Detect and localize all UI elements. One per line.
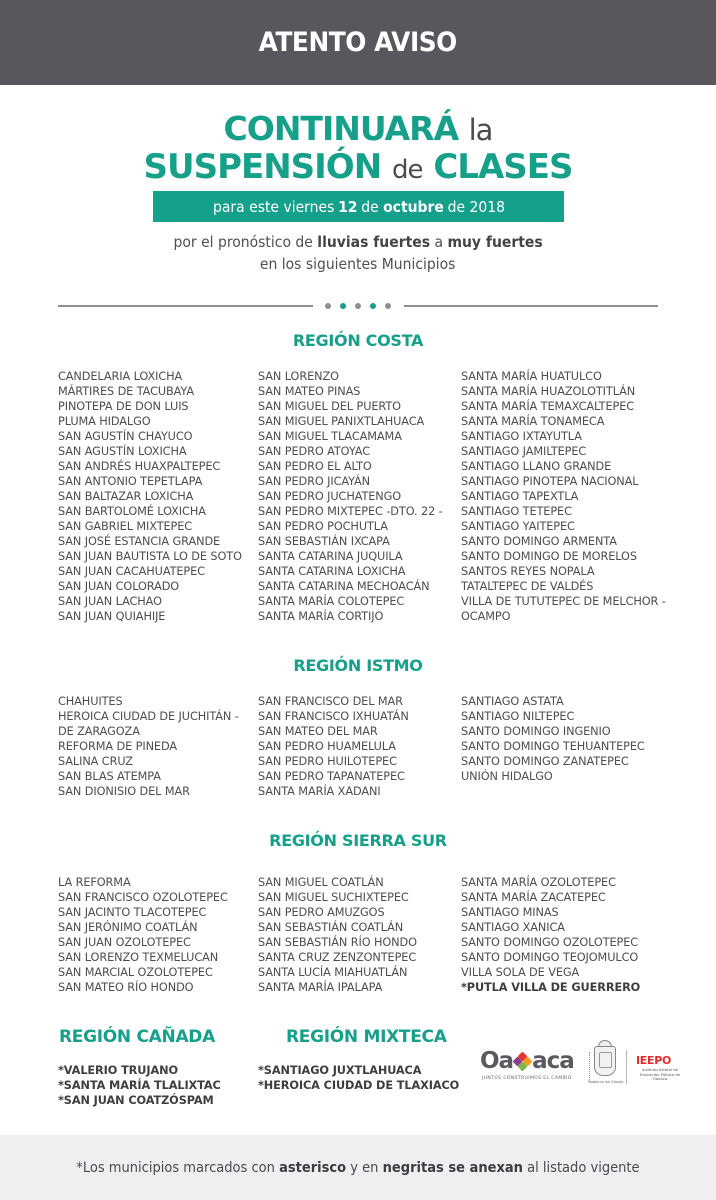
municipality-item: SAN BARTOLOMÉ LOXICHA: [58, 505, 206, 518]
municipality-item: SAN JUAN COLORADO: [58, 580, 180, 593]
municipality-item: SANTO DOMINGO INGENIO: [461, 725, 611, 738]
municipality-item: SAN PEDRO TAPANATEPEC: [258, 770, 405, 783]
municipality-item: SANTA CATARINA JUQUILA: [258, 550, 403, 563]
municipality-item: SAN PEDRO HUAMELULA: [258, 740, 396, 753]
municipality-item: SAN PEDRO ATOYAC: [258, 445, 370, 458]
municipality-item: SANTA CATARINA MECHOACÁN: [258, 580, 430, 593]
municipality-item: SANTA CRUZ ZENZONTEPEC: [258, 951, 417, 964]
municipality-item: SALINA CRUZ: [58, 755, 133, 768]
municipality-item: SAN BLAS ATEMPA: [58, 770, 161, 783]
subtitle-line-2: [0, 253, 716, 275]
municipality-item: SANTO DOMINGO DE MORELOS: [461, 550, 637, 563]
municipality-item: SAN FRANCISCO IXHUATÁN: [258, 710, 409, 723]
subtitle-bold-b: muy fuertes: [447, 233, 543, 251]
canada-list: [58, 1063, 221, 1108]
municipality-item: SANTIAGO NILTEPEC: [461, 710, 575, 723]
municipality-item-added: *VALERIO TRUJANO: [58, 1064, 178, 1077]
municipality-item: SAN JUAN OZOLOTEPEC: [58, 936, 191, 949]
municipality-item-added: *SANTIAGO JUXTLAHUACA: [258, 1064, 422, 1077]
municipality-item: DE ZARAGOZA: [58, 725, 140, 738]
municipality-item: SANTA MARÍA XADANI: [258, 785, 381, 798]
oaxaca-tagline: JUNTOS CONSTRUIMOS EL CAMBIO: [482, 1076, 572, 1081]
municipality-item: SAN SEBASTIÁN RÍO HONDO: [258, 936, 417, 949]
sierra-sur-col-3: [461, 875, 640, 995]
ieepo-subtitle: Instituto Estatal de Educación Pública de Oaxaca: [639, 1067, 681, 1082]
footer-mid: y en: [350, 1159, 379, 1176]
footer-bold-asterisco: asterisco: [279, 1159, 347, 1176]
municipality-item: SANTIAGO MINAS: [461, 906, 559, 919]
banner-month: octubre: [382, 197, 444, 216]
headline-line-2: [0, 147, 716, 187]
banner-post: de 2018: [447, 197, 505, 216]
headline-suspension: SUSPENSIÓN: [143, 147, 382, 187]
municipality-item: SAN PEDRO EL ALTO: [258, 460, 372, 473]
municipality-item: LA REFORMA: [58, 876, 131, 889]
municipality-item: SAN FRANCISCO DEL MAR: [258, 695, 403, 708]
municipality-item: SANTIAGO PINOTEPA NACIONAL: [461, 475, 639, 488]
municipality-item: PLUMA HIDALGO: [58, 415, 151, 428]
page-title: ATENTO AVISO: [258, 27, 458, 58]
istmo-col-1: [58, 694, 239, 799]
municipality-item: SANTA MARÍA HUAZOLOTITLÁN: [461, 385, 636, 398]
municipality-item: SANTOS REYES NOPALA: [461, 565, 595, 578]
municipality-item: SANTA MARÍA TONAMECA: [461, 415, 605, 428]
municipality-item: SANTIAGO ASTATA: [461, 695, 564, 708]
headline-la: la: [468, 113, 493, 147]
divider-dot: [325, 303, 331, 309]
divider-dot: [370, 303, 376, 309]
municipality-item: SAN MIGUEL COATLÁN: [258, 876, 384, 889]
municipality-item: SANTA MARÍA CORTIJO: [258, 610, 384, 623]
region-title-mixteca: REGIÓN MIXTECA: [286, 1027, 447, 1047]
oaxaca-x-icon: [514, 1053, 531, 1070]
municipality-item: SAN SEBASTIÁN COATLÁN: [258, 921, 404, 934]
municipality-item: SAN JOSÉ ESTANCIA GRANDE: [58, 535, 221, 548]
banner-mid: de: [360, 197, 379, 216]
municipality-item: REFORMA DE PINEDA: [58, 740, 177, 753]
costa-col-2: [258, 369, 443, 624]
municipality-item: SAN JUAN LACHAO: [58, 595, 162, 608]
municipality-item: SAN AGUSTÍN CHAYUCO: [58, 430, 193, 443]
logo-separator-dotted: [589, 1052, 590, 1082]
headline-clases: CLASES: [433, 147, 573, 187]
municipality-item: SAN PEDRO AMUZGOS: [258, 906, 385, 919]
municipality-item: SAN JUAN QUIAHIJE: [58, 610, 166, 623]
divider-left: [58, 305, 313, 307]
subtitle-line-2-text: en los siguientes Municipios: [260, 255, 456, 273]
headline-continuara: CONTINUARÁ: [223, 109, 459, 148]
istmo-col-2: [258, 694, 409, 799]
municipality-item: SAN MARCIAL OZOLOTEPEC: [58, 966, 213, 979]
municipality-item: SAN MIGUEL PANIXTLAHUACA: [258, 415, 425, 428]
municipality-item: CHAHUITES: [58, 695, 123, 708]
region-title-sierra-sur: REGIÓN SIERRA SUR: [269, 831, 447, 850]
municipality-item: SAN JACINTO TLACOTEPEC: [58, 906, 207, 919]
municipality-item: SAN JUAN BAUTISTA LO DE SOTO: [58, 550, 242, 563]
costa-col-1: [58, 369, 242, 624]
divider-right: [404, 305, 658, 307]
municipality-item: SANTIAGO YAITEPEC: [461, 520, 575, 533]
municipality-item-added: *SAN JUAN COATZÓSPAM: [58, 1094, 214, 1107]
municipality-item: SAN FRANCISCO OZOLOTEPEC: [58, 891, 228, 904]
subtitle-mid: a: [434, 233, 443, 251]
municipality-item: SAN ANDRÉS HUAXPALTEPEC: [58, 460, 221, 473]
municipality-item: SAN MIGUEL DEL PUERTO: [258, 400, 401, 413]
municipality-item: SAN MIGUEL SUCHIXTEPEC: [258, 891, 409, 904]
municipality-item: TATALTEPEC DE VALDÉS: [461, 580, 594, 593]
municipality-item: SANTA CATARINA LOXICHA: [258, 565, 406, 578]
municipality-item: CANDELARIA LOXICHA: [58, 370, 183, 383]
header-bar: [0, 0, 716, 85]
footer-post: al listado vigente: [527, 1159, 640, 1176]
municipality-item: SANTA MARÍA OZOLOTEPEC: [461, 876, 616, 889]
headline-de: de: [392, 155, 423, 185]
municipality-item: SANTIAGO JAMILTEPEC: [461, 445, 587, 458]
divider-dot: [355, 303, 361, 309]
ieepo-logo: IEEPO: [636, 1054, 672, 1067]
municipality-item: SAN JERÓNIMO COATLÁN: [58, 921, 198, 934]
subtitle-pre: por el pronóstico de: [173, 233, 313, 251]
divider-dot: [385, 303, 391, 309]
municipality-item: SANTA MARÍA IPALAPA: [258, 981, 383, 994]
footer-note: [0, 1135, 716, 1200]
state-shield-icon: [594, 1046, 616, 1076]
municipality-item: MÁRTIRES DE TACUBAYA: [58, 385, 194, 398]
municipality-item: SAN PEDRO HUILOTEPEC: [258, 755, 397, 768]
istmo-col-3: [461, 694, 645, 784]
municipality-item: VILLA SOLA DE VEGA: [461, 966, 580, 979]
municipality-item: SAN PEDRO JICAYÁN: [258, 475, 371, 488]
municipality-item: SANTIAGO LLANO GRANDE: [461, 460, 612, 473]
sierra-sur-col-2: [258, 875, 417, 995]
municipality-item: SAN JUAN CACAHUATEPEC: [58, 565, 205, 578]
banner-day: 12: [337, 197, 358, 216]
municipality-item: SANTO DOMINGO TEHUANTEPEC: [461, 740, 645, 753]
sierra-sur-col-1: [58, 875, 228, 995]
municipality-item-added: *PUTLA VILLA DE GUERRERO: [461, 981, 641, 994]
divider-dot: [340, 303, 346, 309]
municipality-item: SANTO DOMINGO TEOJOMULCO: [461, 951, 639, 964]
municipality-item: SAN AGUSTÍN LOXICHA: [58, 445, 187, 458]
oaxaca-logo: [480, 1048, 574, 1074]
municipality-item: HEROICA CIUDAD DE JUCHITÁN -: [58, 710, 239, 723]
municipality-item: SAN MATEO PINAS: [258, 385, 361, 398]
subtitle-line-1: [0, 231, 716, 253]
municipality-item: SANTO DOMINGO ARMENTA: [461, 535, 617, 548]
subtitle-bold-a: lluvias fuertes: [317, 233, 430, 251]
municipality-item: SAN GABRIEL MIXTEPEC: [58, 520, 193, 533]
municipality-item: SAN LORENZO TEXMELUCAN: [58, 951, 219, 964]
municipality-item: SAN LORENZO: [258, 370, 339, 383]
municipality-item: SAN BALTAZAR LOXICHA: [58, 490, 194, 503]
municipality-item: SAN MATEO RÍO HONDO: [58, 981, 194, 994]
footer-pre: *Los municipios marcados con: [76, 1159, 276, 1176]
municipality-item: SAN DIONISIO DEL MAR: [58, 785, 190, 798]
municipality-item: SAN ANTONIO TEPETLAPA: [58, 475, 203, 488]
region-title-costa: REGIÓN COSTA: [292, 331, 424, 350]
municipality-item: VILLA DE TUTUTEPEC DE MELCHOR -: [461, 595, 666, 608]
municipality-item: SAN MATEO DEL MAR: [258, 725, 378, 738]
municipality-item: SAN PEDRO JUCHATENGO: [258, 490, 402, 503]
municipality-item: SANTIAGO TAPEXTLA: [461, 490, 579, 503]
region-title-canada: REGIÓN CAÑADA: [59, 1027, 215, 1047]
divider-dots: [325, 302, 391, 310]
logos-group: [478, 1044, 688, 1092]
logo-separator: [626, 1050, 627, 1084]
municipality-item: SAN PEDRO MIXTEPEC -DTO. 22 -: [258, 505, 443, 518]
headline-line-1: [0, 109, 716, 148]
municipality-item: SAN MIGUEL TLACAMAMA: [258, 430, 402, 443]
municipality-item: SANTA MARÍA HUATULCO: [461, 370, 602, 383]
municipality-item: SAN SEBASTIÁN IXCAPA: [258, 535, 390, 548]
municipality-item: SANTIAGO XANICA: [461, 921, 565, 934]
municipality-item: SANTA MARÍA COLOTEPEC: [258, 595, 405, 608]
oaxaca-logo-pre: Oa: [480, 1048, 514, 1074]
municipality-item: OCAMPO: [461, 610, 511, 623]
municipality-item: SANTO DOMINGO ZANATEPEC: [461, 755, 629, 768]
municipality-item: SAN PEDRO POCHUTLA: [258, 520, 388, 533]
banner-pre: para este viernes: [212, 197, 334, 216]
municipality-item: SANTA MARÍA ZACATEPEC: [461, 891, 606, 904]
oaxaca-logo-post: aca: [532, 1048, 574, 1074]
municipality-item: SANTA MARÍA TEMAXCALTEPEC: [461, 400, 635, 413]
municipality-item: SANTA LUCÍA MIAHUATLÁN: [258, 966, 408, 979]
municipality-item: SANTO DOMINGO OZOLOTEPEC: [461, 936, 639, 949]
region-title-istmo: REGIÓN ISTMO: [293, 656, 423, 675]
municipality-item: SANTIAGO TETEPEC: [461, 505, 572, 518]
footer-bold-negritas: negritas se anexan: [382, 1159, 524, 1176]
municipality-item: UNIÓN HIDALGO: [461, 770, 553, 783]
date-banner: [153, 191, 564, 222]
municipality-item: SANTIAGO IXTAYUTLA: [461, 430, 582, 443]
municipality-item-added: *SANTA MARÍA TLALIXTAC: [58, 1079, 221, 1092]
mixteca-list: [258, 1063, 459, 1093]
municipality-item-added: *HEROICA CIUDAD DE TLAXIACO: [258, 1079, 460, 1092]
costa-col-3: [461, 369, 666, 624]
municipality-item: PINOTEPA DE DON LUIS: [58, 400, 189, 413]
shield-label: Gobierno del Estado: [588, 1080, 624, 1084]
